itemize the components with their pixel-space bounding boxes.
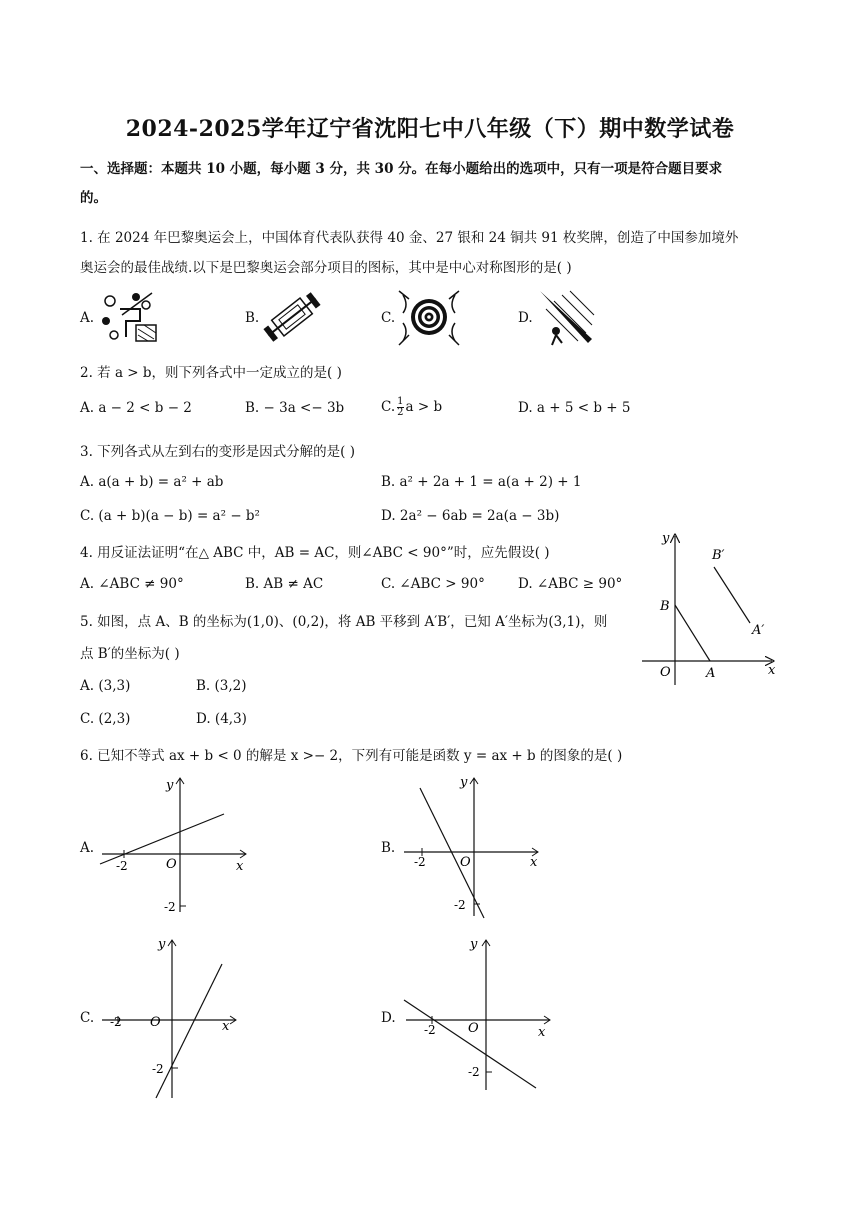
y-tick-label: -2: [468, 1065, 480, 1079]
x-label: x: [222, 1019, 230, 1034]
q4-option-a[interactable]: A. ∠ABC ≠ 90°: [80, 576, 184, 592]
x-axis-label: x: [768, 663, 776, 678]
fraction-denominator: 2: [397, 407, 404, 418]
q2-option-c[interactable]: [381, 397, 442, 418]
section-heading: 一、选择题：本题共 10 小题，每小题 3 分，共 30 分。在每小题给出的选项中，只有一项是符合题目要求: [80, 161, 723, 177]
y-tick-label: -2: [164, 900, 176, 914]
origin-label: O: [468, 1021, 479, 1036]
q6-option-d[interactable]: D.: [381, 1010, 396, 1026]
point-a-label: A: [706, 666, 716, 681]
q1-icon-a-sports-pictogram: [96, 287, 162, 345]
q3-stem: 3. 下列各式从左到右的变形是因式分解的是( ): [80, 444, 355, 460]
y-axis-label: y: [662, 531, 670, 546]
x-tick-label: -2: [116, 859, 128, 873]
q3-option-a[interactable]: A. a(a + b) = a² + ab: [80, 474, 224, 490]
y-label: y: [158, 937, 166, 952]
q6-graph-d: [400, 932, 560, 1094]
q5-option-b[interactable]: B. (3,2): [196, 678, 247, 694]
q1-stem-line1: 1. 在 2024 年巴黎奥运会上，中国体育代表队获得 40 金、27 银和 24 铜共 91 枚奖牌，创造了中国参加境外: [80, 230, 739, 246]
q1-option-d[interactable]: D.: [518, 310, 533, 326]
q1-icon-d-canoe-pictogram: [534, 287, 596, 347]
y-tick-label: -2: [454, 898, 466, 912]
q2-stem: 2. 若 a > b，则下列各式中一定成立的是( ): [80, 365, 342, 381]
q2-option-c-fraction: [397, 397, 403, 418]
graph-c-line: [156, 964, 222, 1098]
origin-label: O: [660, 665, 671, 680]
origin-label: O: [150, 1015, 161, 1030]
y-label: y: [460, 775, 468, 790]
x-tick-label: -2: [424, 1023, 436, 1037]
q2-option-c-tail: a > b: [405, 399, 443, 415]
q4-option-b[interactable]: B. AB ≠ AC: [245, 576, 324, 592]
q5-stem-line1: 5. 如图，点 A、B 的坐标为(1,0)、(0,2)，将 AB 平移到 A′B′，已知 A′坐标为(3,1)，则: [80, 614, 608, 630]
segment-ab: [675, 605, 710, 661]
q6-option-a[interactable]: A.: [80, 840, 95, 856]
q1-stem-line2: 奥运会的最佳战绩.以下是巴黎奥运会部分项目的图标，其中是中心对称图形的是( ): [80, 260, 572, 276]
q5-option-d[interactable]: D. (4,3): [196, 711, 247, 727]
q4-option-c[interactable]: C. ∠ABC > 90°: [381, 576, 485, 592]
x-label: x: [530, 855, 538, 870]
q5-option-c[interactable]: C. (2,3): [80, 711, 131, 727]
q6-option-c[interactable]: C.: [80, 1010, 95, 1026]
y-label: y: [166, 778, 174, 793]
q5-coordinate-figure: [638, 528, 788, 688]
q2-option-a[interactable]: A. a − 2 < b − 2: [80, 400, 192, 416]
q5-stem-line2: 点 B′的坐标为( ): [80, 646, 180, 662]
section-heading-cont: 的。: [80, 190, 107, 206]
q1-option-c[interactable]: C.: [381, 310, 396, 326]
q3-option-c[interactable]: C. (a + b)(a − b) = a² − b²: [80, 508, 260, 524]
origin-label: O: [166, 857, 177, 872]
q3-option-b[interactable]: B. a² + 2a + 1 = a(a + 2) + 1: [381, 474, 582, 490]
q6-option-b[interactable]: B.: [381, 840, 396, 856]
q6-graph-b: [398, 770, 548, 922]
point-b-prime-label: B′: [712, 548, 725, 563]
q2-option-d[interactable]: D. a + 5 < b + 5: [518, 400, 631, 416]
y-label: y: [470, 937, 478, 952]
page-title: 2024-2025学年辽宁省沈阳七中八年级（下）期中数学试卷: [125, 116, 735, 142]
q2-option-b[interactable]: B. − 3a <− 3b: [245, 400, 345, 416]
q5-option-a[interactable]: A. (3,3): [80, 678, 131, 694]
q1-icon-c-archery-target: [397, 287, 461, 347]
q1-option-b[interactable]: B.: [245, 310, 260, 326]
fraction-numerator: 1: [397, 396, 404, 407]
x-label: x: [236, 859, 244, 874]
q6-graph-a: [96, 770, 256, 920]
point-a-prime-label: A′: [752, 623, 765, 638]
graph-a-line: [100, 814, 224, 864]
q4-option-d[interactable]: D. ∠ABC ≥ 90°: [518, 576, 623, 592]
q4-stem: 4. 用反证法证明“在△ ABC 中，AB = AC，则∠ABC < 90°”时，应先假设( ): [80, 545, 550, 561]
segment-a-prime-b-prime: [714, 567, 750, 623]
q1-option-a[interactable]: A.: [80, 310, 95, 326]
y-tick-label: -2: [152, 1062, 164, 1076]
q6-graph-c: [96, 932, 246, 1102]
q2-option-c-label: C.: [381, 399, 396, 415]
x-tick-label: -2: [110, 1015, 122, 1029]
x-tick-label: -2: [414, 855, 426, 869]
q1-icon-b-weightlifting-pictogram: [262, 289, 322, 345]
origin-label: O: [460, 855, 471, 870]
q3-option-d[interactable]: D. 2a² − 6ab = 2a(a − 3b): [381, 508, 560, 524]
x-label: x: [538, 1025, 546, 1040]
point-b-label: B: [660, 599, 670, 614]
q6-stem: 6. 已知不等式 ax + b < 0 的解是 x >− 2，下列有可能是函数 y = ax + b 的图象的是( ): [80, 748, 623, 764]
